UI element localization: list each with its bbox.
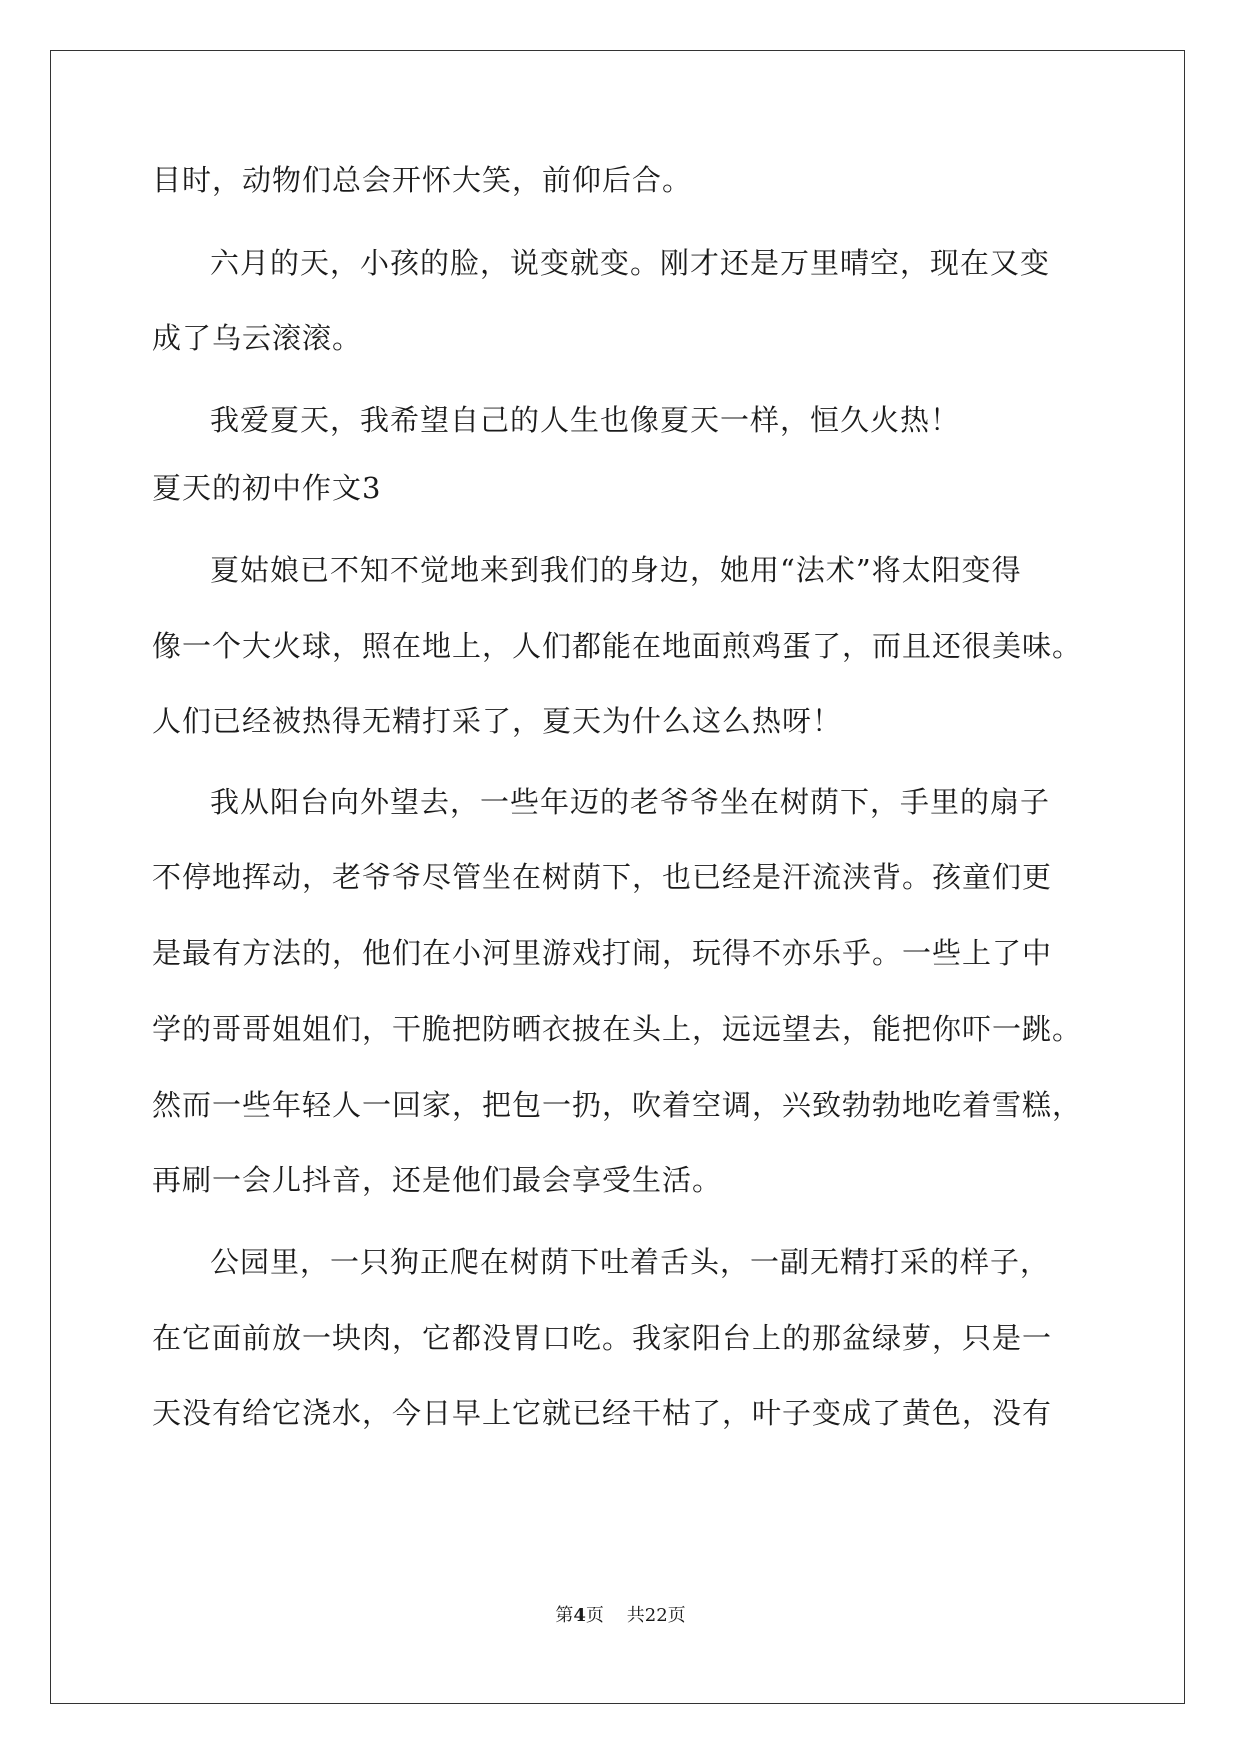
total-pages: 22 [644, 1605, 668, 1626]
text-line: 学的哥哥姐姐们，干脆把防晒衣披在头上，远远望去，能把你吓一跳。 [152, 1012, 1083, 1046]
text-line: 目时，动物们总会开怀大笑，前仰后合。 [152, 163, 693, 197]
text-line: 天没有给它浇水，今日早上它就已经干枯了，叶子变成了黄色，没有 [152, 1396, 1053, 1430]
footer-total-prefix: 共 [626, 1605, 645, 1626]
footer-page-suffix: 页 [585, 1605, 604, 1626]
page-number: 4 [573, 1605, 586, 1626]
text-line: 像一个大火球，照在地上，人们都能在地面煎鸡蛋了，而且还很美味。 [152, 629, 1083, 663]
paragraph-line: 公园里，一只狗正爬在树荫下吐着舌头，一副无精打采的样子， [210, 1245, 1051, 1279]
section-heading: 夏天的初中作文3 [152, 471, 382, 505]
text-line: 然而一些年轻人一回家，把包一扔，吹着空调，兴致勃勃地吃着雪糕， [152, 1088, 1083, 1122]
paragraph-line: 我从阳台向外望去，一些年迈的老爷爷坐在树荫下，手里的扇子 [210, 785, 1051, 819]
text-line: 再刷一会儿抖音，还是他们最会享受生活。 [152, 1163, 723, 1197]
footer-prefix: 第 [555, 1605, 574, 1626]
text-line: 在它面前放一块肉，它都没胃口吃。我家阳台上的那盆绿萝，只是一 [152, 1321, 1053, 1355]
text-line: 不停地挥动，老爷爷尽管坐在树荫下，也已经是汗流浃背。孩童们更 [152, 860, 1053, 894]
footer-total-suffix: 页 [667, 1605, 686, 1626]
text-line: 是最有方法的，他们在小河里游戏打闹，玩得不亦乐乎。一些上了中 [152, 936, 1053, 970]
text-line: 人们已经被热得无精打采了，夏天为什么这么热呀！ [152, 704, 843, 738]
text-line: 成了乌云滚滚。 [152, 321, 363, 355]
paragraph-line: 六月的天，小孩的脸，说变就变。刚才还是万里晴空，现在又变 [210, 246, 1051, 280]
paragraph-line: 夏姑娘已不知不觉地来到我们的身边，她用“法术”将太阳变得 [210, 553, 1022, 587]
paragraph-line: 我爱夏天，我希望自己的人生也像夏天一样，恒久火热！ [210, 403, 961, 437]
page-footer [0, 1604, 1241, 1628]
